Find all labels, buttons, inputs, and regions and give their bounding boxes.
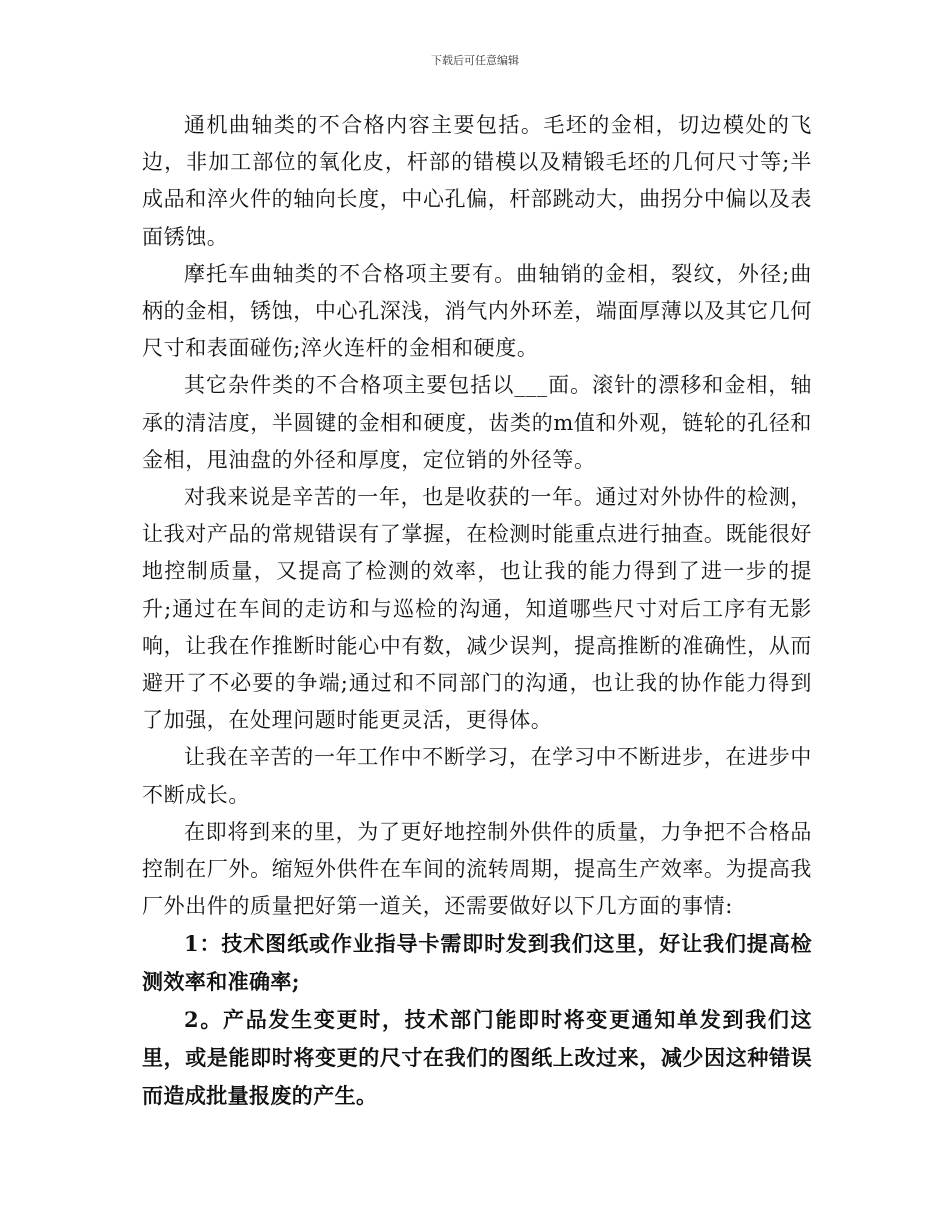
paragraph-motorcycle-crankshaft: 摩托车曲轴类的不合格项主要有。曲轴销的金相，裂纹，外径;曲柄的金相，锈蚀，中心孔深浅，消气内外环差，端面厚薄以及其它几何尺寸和表面碰伤;淬火连杆的金相和硬度。 <box>142 261 812 361</box>
paragraph-plans: 在即将到来的里，为了更好地控制外供件的质量，力争把不合格品控制在厂外。缩短外供件在车间的流转周期，提高生产效率。为提高我厂外出件的质量把好第一道关，还需要做好以下几方面的事情: <box>142 819 812 919</box>
paragraph-year-summary: 对我来说是辛苦的一年，也是收获的一年。通过对外协件的检测，让我对产品的常规错误有了掌握，在检测时能重点进行抽查。既能很好地控制质量，又提高了检测的效率，也让我的能力得到了进一步的提升;通过在车间的走访和与巡检的沟通，知道哪些尺寸对后工序有无影响，让我在作推断时能心中有数，减少误判，提高推断的准确性，从而避开了不必要的争端;通过和不同部门的沟通，也让我的协作能力得到了加强，在处理问题时能更灵活，更得体。 <box>142 485 812 733</box>
page-header-note: 下载后可任意编辑 <box>431 54 519 67</box>
paragraph-misc-parts: 其它杂件类的不合格项主要包括以___面。滚针的漂移和金相，轴承的清洁度，半圆键的金相和硬度，齿类的m值和外观，链轮的孔径和金相，甩油盘的外径和厚度，定位销的外径等。 <box>142 373 812 472</box>
document-body <box>142 107 812 1115</box>
bold-item-1: 1：技术图纸或作业指导卡需即时发到我们这里，好让我们提高检测效率和准确率; <box>142 931 812 995</box>
paragraph-general-crankshaft: 通机曲轴类的不合格内容主要包括。毛坯的金相，切边模处的飞边，非加工部位的氧化皮，杆部的错模以及精锻毛坯的几何尺寸等;半成品和淬火件的轴向长度，中心孔偏，杆部跳动大，曲拐分中偏以及表面锈蚀。 <box>142 113 812 249</box>
paragraph-growth: 让我在辛苦的一年工作中不断学习，在学习中不断进步，在进步中不断成长。 <box>142 745 812 807</box>
bold-item-2: 2。产品发生变更时，技术部门能即时将变更通知单发到我们这里，或是能即时将变更的尺寸在我们的图纸上改过来，减少因这种错误而造成批量报废的产生。 <box>142 1007 812 1109</box>
